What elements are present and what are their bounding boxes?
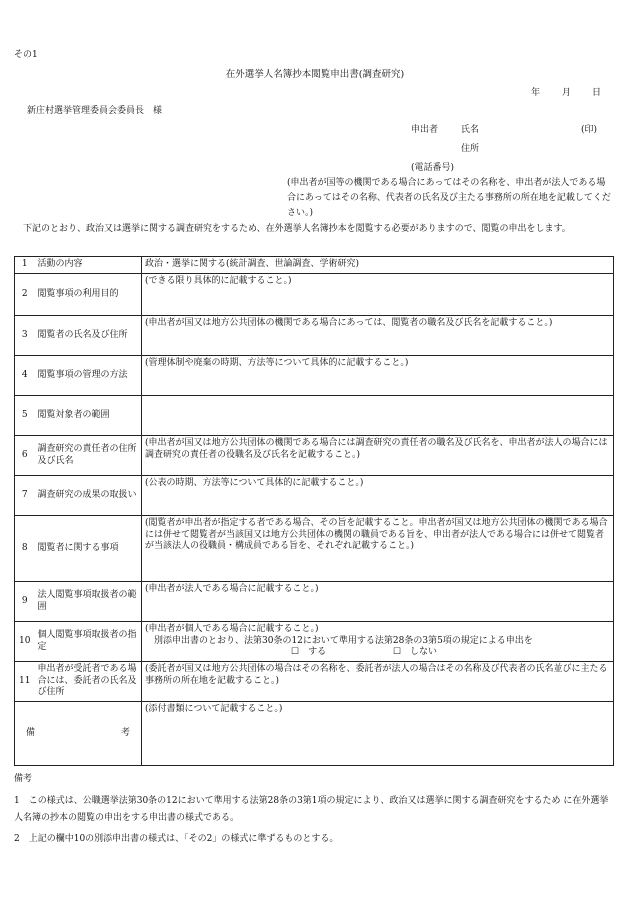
row-number: 7	[15, 476, 35, 516]
row-number: 4	[15, 356, 35, 396]
row-number: 6	[15, 436, 35, 476]
table-row	[15, 356, 614, 396]
row-label: 活動の内容	[35, 257, 142, 274]
table-row	[15, 516, 614, 582]
row-label: 申出者が受託者である場合には、委託者の氏名及び住所	[35, 662, 142, 702]
row-label: 調査研究の責任者の住所及び氏名	[35, 436, 142, 476]
applicant-note: (申出者が国等の機関である場合にあってはその名称を、申出者が法人である場合にあってはその名称、代表者の氏名及び主たる事務所の所在地を記載してください。)	[287, 178, 611, 218]
row-number: 10	[15, 622, 35, 662]
date-day: 日	[592, 88, 602, 98]
table-row	[15, 436, 614, 476]
table-row	[15, 476, 614, 516]
application-table	[14, 256, 614, 766]
row-value: (管理体制や廃棄の時期、方法等について具体的に記載すること。)	[142, 356, 614, 396]
row-label: 閲覧者の氏名及び住所	[35, 316, 142, 356]
seal-mark: (印)	[581, 125, 598, 135]
applicant-label: 申出者	[411, 125, 439, 135]
row-number: 1	[15, 257, 35, 274]
table-row	[15, 662, 614, 702]
row-number: 8	[15, 516, 35, 582]
row-label: 法人閲覧事項取扱者の範囲	[35, 582, 142, 622]
row-value	[142, 396, 614, 436]
row-label: 閲覧対象者の範囲	[35, 396, 142, 436]
table-row	[15, 316, 614, 356]
applicant-address-label: 住所	[461, 144, 480, 154]
row-value: (申出者が国又は地方公共団体の機関である場合には調査研究の責任者の職名及び氏名を、申出者が法人の場合には調査研究の責任者の役職名及び氏名を記載すること。)	[142, 436, 614, 476]
applicant-phone-label: (電話番号)	[411, 163, 455, 173]
remarks-label-cell	[15, 702, 142, 766]
row-number: 2	[15, 274, 35, 316]
row-label: 閲覧事項の管理の方法	[35, 356, 142, 396]
date-year: 年	[531, 88, 541, 98]
row-value-detail: 別添申出書のとおり、法第30条の12において準用する法第28条の3第5項の規定による申出を	[154, 635, 533, 646]
option-yes-checkbox[interactable]: ☐ する	[291, 647, 327, 658]
row-number: 11	[15, 662, 35, 702]
footer-note-2: 2 上記の欄中10の別添申出書の様式は、「その2」の様式に準ずるものとする。	[14, 834, 339, 844]
footer-heading: 備考	[14, 774, 33, 784]
remarks-label-left: 備	[26, 727, 36, 738]
row-label: 閲覧者に関する事項	[35, 516, 142, 582]
table-row	[15, 582, 614, 622]
row-value: (申出者が国又は地方公共団体の機関である場合にあっては、閲覧者の職名及び氏名を記載すること。)	[142, 316, 614, 356]
row-value: (できる限り具体的に記載すること。)	[142, 274, 614, 316]
footer-note-1: 1 この様式は、公職選挙法第30条の12において準用する法第28条の3第1項の規定により、政治又は選挙に関する調査研究をするため に在外選挙人名簿の抄本の閲覧の申出をする申出書の様式である。	[14, 796, 609, 823]
row-value: (公表の時期、方法等について具体的に記載すること。)	[142, 476, 614, 516]
remarks-label-right: 考	[120, 727, 130, 738]
option-no-checkbox[interactable]: ☐ しない	[392, 647, 438, 658]
applicant-name-label: 氏名	[461, 125, 480, 135]
row-value: (申出者が法人である場合に記載すること。)	[142, 582, 614, 622]
row-label: 閲覧事項の利用目的	[35, 274, 142, 316]
row-value-note: (申出者が個人である場合に記載すること。)	[145, 624, 319, 634]
table-row	[15, 396, 614, 436]
addressee: 新庄村選挙管理委員会委員長 様	[27, 106, 163, 116]
row-label: 調査研究の成果の取扱い	[35, 476, 142, 516]
row-value: 政治・選挙に関する(統計調査、世論調査、学術研究)	[142, 257, 614, 274]
table-row	[15, 702, 614, 766]
row-number: 9	[15, 582, 35, 622]
row-number: 5	[15, 396, 35, 436]
date-month: 月	[562, 88, 572, 98]
row-value: (閲覧者が申出者が指定する者である場合、その旨を記載すること。申出者が国又は地方公共団体の機関である場合には併せて閲覧者が当該国又は地方公共団体の機関の職員である旨を、申出者が法人である場合には併せて閲覧者が当該法人の役職員・構成員である旨を、それぞれ記載すること。)	[142, 516, 614, 582]
table-row	[15, 257, 614, 274]
table-row	[15, 274, 614, 316]
row-number: 3	[15, 316, 35, 356]
table-row	[15, 622, 614, 662]
row-value: (委託者が国又は地方公共団体の場合はその名称を、委託者が法人の場合はその名称及び代表者の氏名並びに主たる事務所の所在地を記載すること。)	[142, 662, 614, 702]
row-value	[142, 622, 614, 662]
form-number: その1	[14, 50, 38, 60]
row-label: 個人閲覧事項取扱者の指定	[35, 622, 142, 662]
remarks-value: (添付書類について記載すること。)	[142, 702, 614, 766]
page-title: 在外選挙人名簿抄本閲覧申出書(調査研究)	[225, 69, 405, 80]
intro-paragraph: 下記のとおり、政治又は選挙に関する調査研究をするため、在外選挙人名簿抄本を閲覧する必要がありますので、閲覧の申出をします。	[23, 224, 571, 234]
option-row	[145, 647, 610, 659]
